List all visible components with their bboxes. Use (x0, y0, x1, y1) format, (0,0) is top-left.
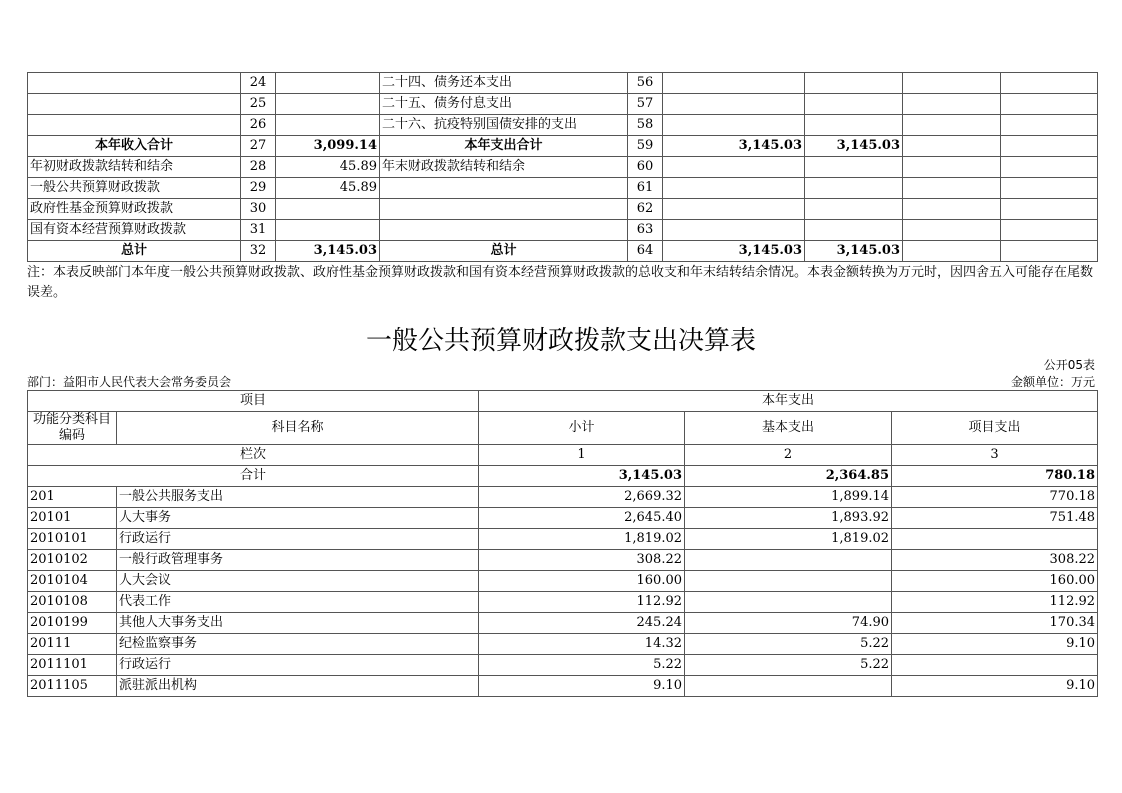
total-subtotal: 3,145.03 (479, 466, 685, 487)
expense-amount-total (663, 157, 805, 178)
column-row-label: 栏次 (28, 445, 479, 466)
header-row-1 (28, 391, 1098, 412)
table-row (28, 550, 1098, 571)
income-item-label (28, 73, 241, 94)
income-row-number: 28 (241, 157, 276, 178)
expense-row-number: 61 (628, 178, 663, 199)
function-code: 2010108 (28, 592, 117, 613)
expense-amount-state-capital (1001, 94, 1098, 115)
income-row-number: 25 (241, 94, 276, 115)
function-code: 2010101 (28, 529, 117, 550)
income-amount (276, 115, 380, 136)
subject-name: 派驻派出机构 (117, 676, 479, 697)
income-amount (276, 94, 380, 115)
subtotal-amount: 1,819.02 (479, 529, 685, 550)
subject-name: 其他人大事务支出 (117, 613, 479, 634)
total-row (28, 466, 1098, 487)
expense-amount-state-capital (1001, 136, 1098, 157)
income-amount (276, 73, 380, 94)
function-code: 2011101 (28, 655, 117, 676)
basic-expenditure-amount: 5.22 (685, 634, 892, 655)
function-code: 2011105 (28, 676, 117, 697)
table-row (28, 220, 1098, 241)
header-row-2 (28, 412, 1098, 445)
project-expenditure-amount: 9.10 (892, 634, 1098, 655)
function-code: 2010104 (28, 571, 117, 592)
income-item-label (28, 115, 241, 136)
column-number-3: 3 (892, 445, 1098, 466)
column-number-1: 1 (479, 445, 685, 466)
subtotal-amount: 9.10 (479, 676, 685, 697)
table-row (28, 199, 1098, 220)
expense-amount-state-capital (1001, 73, 1098, 94)
expense-amount-general-budget (805, 115, 903, 136)
expense-amount-state-capital (1001, 115, 1098, 136)
project-expenditure-amount: 308.22 (892, 550, 1098, 571)
table-row (28, 592, 1098, 613)
expense-amount-total: 3,145.03 (663, 241, 805, 262)
subject-name: 一般公共服务支出 (117, 487, 479, 508)
subject-name: 行政运行 (117, 655, 479, 676)
expense-amount-fund-budget (903, 157, 1001, 178)
project-expenditure-amount: 751.48 (892, 508, 1098, 529)
income-amount: 45.89 (276, 157, 380, 178)
expense-amount-general-budget (805, 157, 903, 178)
function-code: 2010199 (28, 613, 117, 634)
basic-expenditure-amount: 1,819.02 (685, 529, 892, 550)
income-item-label: 总计 (28, 241, 241, 262)
income-item-label: 政府性基金预算财政拨款 (28, 199, 241, 220)
expense-item-label (380, 220, 628, 241)
subtotal-amount: 2,645.40 (479, 508, 685, 529)
table-row (28, 613, 1098, 634)
basic-expenditure-amount: 1,893.92 (685, 508, 892, 529)
project-expenditure-amount: 160.00 (892, 571, 1098, 592)
header-item: 项目 (28, 391, 479, 412)
expense-row-number: 56 (628, 73, 663, 94)
expense-amount-total (663, 220, 805, 241)
expense-row-number: 64 (628, 241, 663, 262)
expense-row-number: 57 (628, 94, 663, 115)
income-row-number: 30 (241, 199, 276, 220)
expense-item-label: 二十六、抗疫特别国债安排的支出 (380, 115, 628, 136)
total-basic: 2,364.85 (685, 466, 892, 487)
header-function-code: 功能分类科目编码 (28, 412, 117, 445)
expense-amount-fund-budget (903, 241, 1001, 262)
expense-amount-state-capital (1001, 178, 1098, 199)
subject-name: 行政运行 (117, 529, 479, 550)
basic-expenditure-amount: 5.22 (685, 655, 892, 676)
expense-amount-total: 3,145.03 (663, 136, 805, 157)
income-row-number: 31 (241, 220, 276, 241)
expense-amount-total (663, 94, 805, 115)
expenditure-table (27, 390, 1098, 697)
subject-name: 纪检监察事务 (117, 634, 479, 655)
project-expenditure-amount (892, 655, 1098, 676)
income-amount: 3,099.14 (276, 136, 380, 157)
column-number-row (28, 445, 1098, 466)
expense-amount-total (663, 178, 805, 199)
project-expenditure-amount: 770.18 (892, 487, 1098, 508)
subtotal-amount: 308.22 (479, 550, 685, 571)
basic-expenditure-amount (685, 592, 892, 613)
table-row (28, 655, 1098, 676)
income-expense-summary-table (27, 72, 1098, 262)
subtotal-amount: 112.92 (479, 592, 685, 613)
expense-amount-general-budget (805, 220, 903, 241)
project-expenditure-amount: 170.34 (892, 613, 1098, 634)
income-item-label: 本年收入合计 (28, 136, 241, 157)
function-code: 20101 (28, 508, 117, 529)
table-row (28, 571, 1098, 592)
subtotal-amount: 14.32 (479, 634, 685, 655)
expense-amount-general-budget: 3,145.03 (805, 241, 903, 262)
table-note: 注：本表反映部门本年度一般公共预算财政拨款、政府性基金预算财政拨款和国有资本经营预算财政拨款的总收支和年末结转结余情况。本表金额转换为万元时，因四舍五入可能存在尾数误差。 (27, 265, 1094, 300)
income-item-label (28, 94, 241, 115)
table-row (28, 676, 1098, 697)
subject-name: 一般行政管理事务 (117, 550, 479, 571)
table-row (28, 136, 1098, 157)
expense-amount-general-budget (805, 94, 903, 115)
expense-item-label: 年末财政拨款结转和结余 (380, 157, 628, 178)
expense-item-label (380, 178, 628, 199)
page-title: 一般公共预算财政拨款支出决算表 (365, 326, 756, 356)
expense-amount-total (663, 115, 805, 136)
expense-row-number: 59 (628, 136, 663, 157)
table-row (28, 73, 1098, 94)
function-code: 20111 (28, 634, 117, 655)
income-row-number: 32 (241, 241, 276, 262)
expense-row-number: 58 (628, 115, 663, 136)
basic-expenditure-amount: 1,899.14 (685, 487, 892, 508)
income-amount (276, 199, 380, 220)
subject-name: 人大会议 (117, 571, 479, 592)
table-row (28, 178, 1098, 199)
subtotal-amount: 5.22 (479, 655, 685, 676)
income-row-number: 26 (241, 115, 276, 136)
income-item-label: 国有资本经营预算财政拨款 (28, 220, 241, 241)
expense-amount-fund-budget (903, 115, 1001, 136)
expense-amount-state-capital (1001, 157, 1098, 178)
income-amount: 45.89 (276, 178, 380, 199)
header-subject-name: 科目名称 (117, 412, 479, 445)
basic-expenditure-amount (685, 676, 892, 697)
expense-item-label: 二十五、债务付息支出 (380, 94, 628, 115)
income-amount (276, 220, 380, 241)
expense-row-number: 63 (628, 220, 663, 241)
expense-item-label: 本年支出合计 (380, 136, 628, 157)
subtotal-amount: 2,669.32 (479, 487, 685, 508)
expense-amount-total (663, 73, 805, 94)
expense-item-label (380, 199, 628, 220)
income-item-label: 年初财政拨款结转和结余 (28, 157, 241, 178)
subject-name: 代表工作 (117, 592, 479, 613)
income-row-number: 24 (241, 73, 276, 94)
basic-expenditure-amount: 74.90 (685, 613, 892, 634)
expense-amount-general-budget (805, 199, 903, 220)
total-label: 合计 (28, 466, 479, 487)
table-row (28, 115, 1098, 136)
expense-amount-state-capital (1001, 241, 1098, 262)
expense-amount-general-budget (805, 178, 903, 199)
expense-item-label: 二十四、债务还本支出 (380, 73, 628, 94)
expense-amount-fund-budget (903, 199, 1001, 220)
table-row (28, 241, 1098, 262)
project-expenditure-amount (892, 529, 1098, 550)
table-row (28, 508, 1098, 529)
table-row (28, 487, 1098, 508)
subtotal-amount: 245.24 (479, 613, 685, 634)
header-subtotal: 小计 (479, 412, 685, 445)
income-item-label: 一般公共预算财政拨款 (28, 178, 241, 199)
header-basic-expenditure: 基本支出 (685, 412, 892, 445)
income-row-number: 29 (241, 178, 276, 199)
total-project: 780.18 (892, 466, 1098, 487)
basic-expenditure-amount (685, 550, 892, 571)
form-code: 公开05表 (1043, 358, 1095, 372)
project-expenditure-amount: 9.10 (892, 676, 1098, 697)
table-row (28, 94, 1098, 115)
expense-row-number: 62 (628, 199, 663, 220)
expense-amount-fund-budget (903, 94, 1001, 115)
expense-amount-state-capital (1001, 199, 1098, 220)
expense-amount-general-budget (805, 73, 903, 94)
expense-amount-fund-budget (903, 178, 1001, 199)
income-amount: 3,145.03 (276, 241, 380, 262)
expense-item-label: 总计 (380, 241, 628, 262)
subtotal-amount: 160.00 (479, 571, 685, 592)
amount-unit-label: 金额单位：万元 (1010, 375, 1095, 389)
function-code: 2010102 (28, 550, 117, 571)
subject-name: 人大事务 (117, 508, 479, 529)
expense-amount-state-capital (1001, 220, 1098, 241)
table-row (28, 157, 1098, 178)
expense-row-number: 60 (628, 157, 663, 178)
department-label: 部门：益阳市人民代表大会常务委员会 (27, 375, 232, 389)
expense-amount-fund-budget (903, 73, 1001, 94)
table-row (28, 529, 1098, 550)
expense-amount-general-budget: 3,145.03 (805, 136, 903, 157)
expense-amount-fund-budget (903, 220, 1001, 241)
basic-expenditure-amount (685, 571, 892, 592)
header-project-expenditure: 项目支出 (892, 412, 1098, 445)
income-row-number: 27 (241, 136, 276, 157)
expense-amount-total (663, 199, 805, 220)
column-number-2: 2 (685, 445, 892, 466)
table-row (28, 634, 1098, 655)
expense-amount-fund-budget (903, 136, 1001, 157)
function-code: 201 (28, 487, 117, 508)
project-expenditure-amount: 112.92 (892, 592, 1098, 613)
header-year-expenditure: 本年支出 (479, 391, 1098, 412)
